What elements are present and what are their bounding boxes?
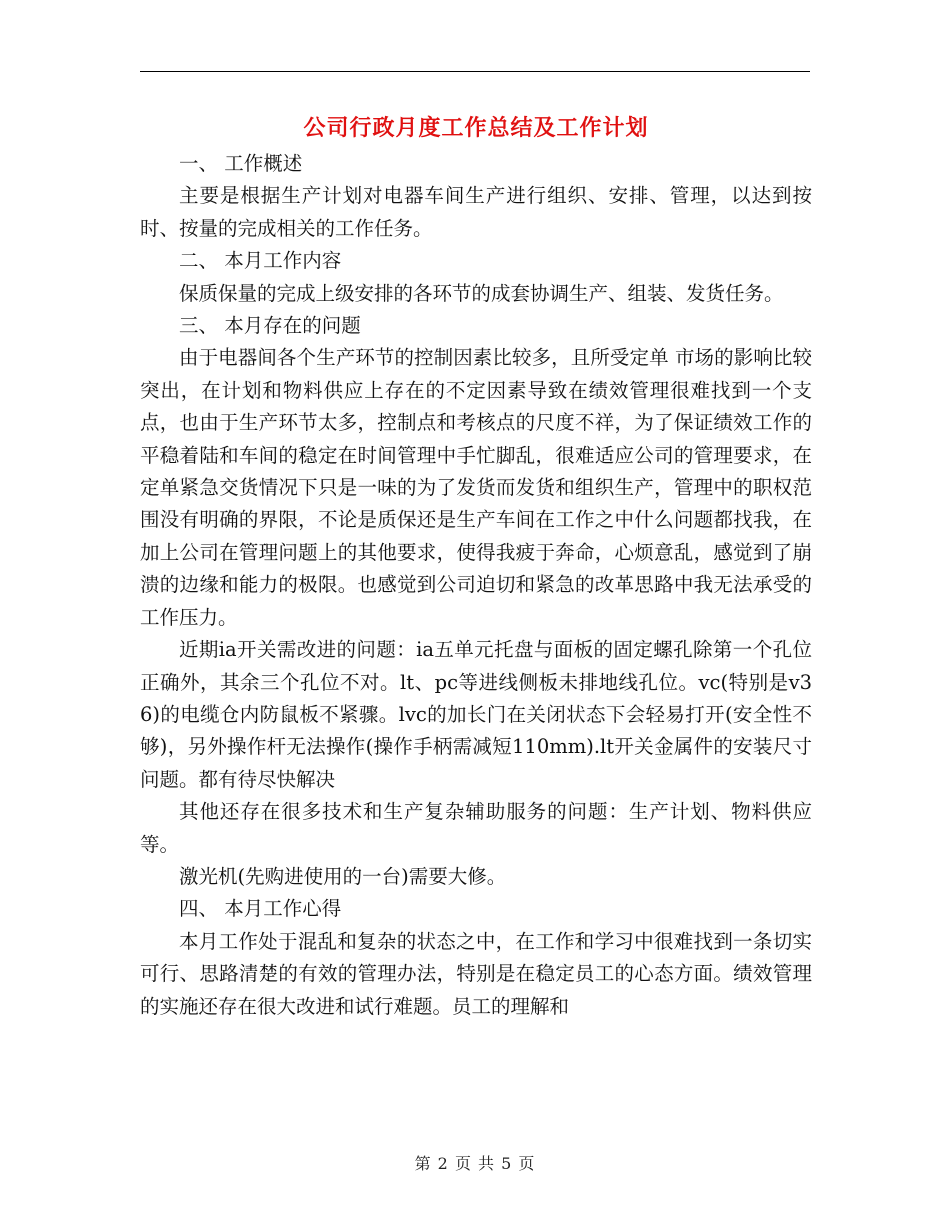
paragraph-problems: 由于电器间各个生产环节的控制因素比较多，且所受定单 市场的影响比较突出，在计划和物料供应上存在的不定因素导致在绩效管理很难找到一个支点，也由于生产环节太多，控制点和考核点的尺度不祥，为了保证绩效工作的平稳着陆和车间的稳定在时间管理中手忙脚乱，很难适应公司的管理要求，在定单紧急交货情况下只是一味的为了发货而发货和组织生产，管理中的职权范围没有明确的界限，不论是质保还是生产车间在工作之中什么问题都找我，在加上公司在管理问题上的其他要求，使得我疲于奔命，心烦意乱，感觉到了崩溃的边缘和能力的极限。也感觉到公司迫切和紧急的改革思路中我无法承受的工作压力。 [140,346,812,629]
section-heading-reflections: 四、 本月工作心得 [179,897,342,921]
paragraph-laser-machine: 激光机(先购进使用的一台)需要大修。 [179,864,507,888]
header-rule [140,71,810,72]
section-heading-problems: 三、 本月存在的问题 [179,314,361,338]
paragraph-work-content: 保质保量的完成上级安排的各环节的成套协调生产、组装、发货任务。 [179,281,784,305]
paragraph-ia-switch-issues: 近期ia开关需改进的问题：ia五单元托盘与面板的固定螺孔除第一个孔位正确外，其余三个孔位不对。lt、pc等进线侧板未排地线孔位。vc(特别是v36)的电缆仓内防鼠板不紧骤。lvc的加长门在关闭状态下会轻易打开(安全性不够)，另外操作杆无法操作(操作手柄需减短110mm).lt开关金属件的安装尺寸问题。都有待尽快解决 [140,638,812,791]
section-heading-work-content: 二、 本月工作内容 [179,249,342,273]
paragraph-reflections: 本月工作处于混乱和复杂的状态之中，在工作和学习中很难找到一条切实可行、思路清楚的有效的管理办法，特别是在稳定员工的心态方面。绩效管理的实施还存在很大改进和试行难题。员工的理解和 [140,929,812,1018]
document-body [140,108,812,1023]
paragraph-overview: 主要是根据生产计划对电器车间生产进行组织、安排、管理，以达到按时、按量的完成相关的工作任务。 [140,184,812,240]
section-heading-overview: 一、 工作概述 [179,152,303,175]
document-title: 公司行政月度工作总结及工作计划 [303,115,649,141]
paragraph-other-issues: 其他还存在很多技术和生产复杂辅助服务的问题：生产计划、物料供应等。 [140,800,812,856]
page-number-footer: 第 2 页 共 5 页 [414,1154,536,1173]
